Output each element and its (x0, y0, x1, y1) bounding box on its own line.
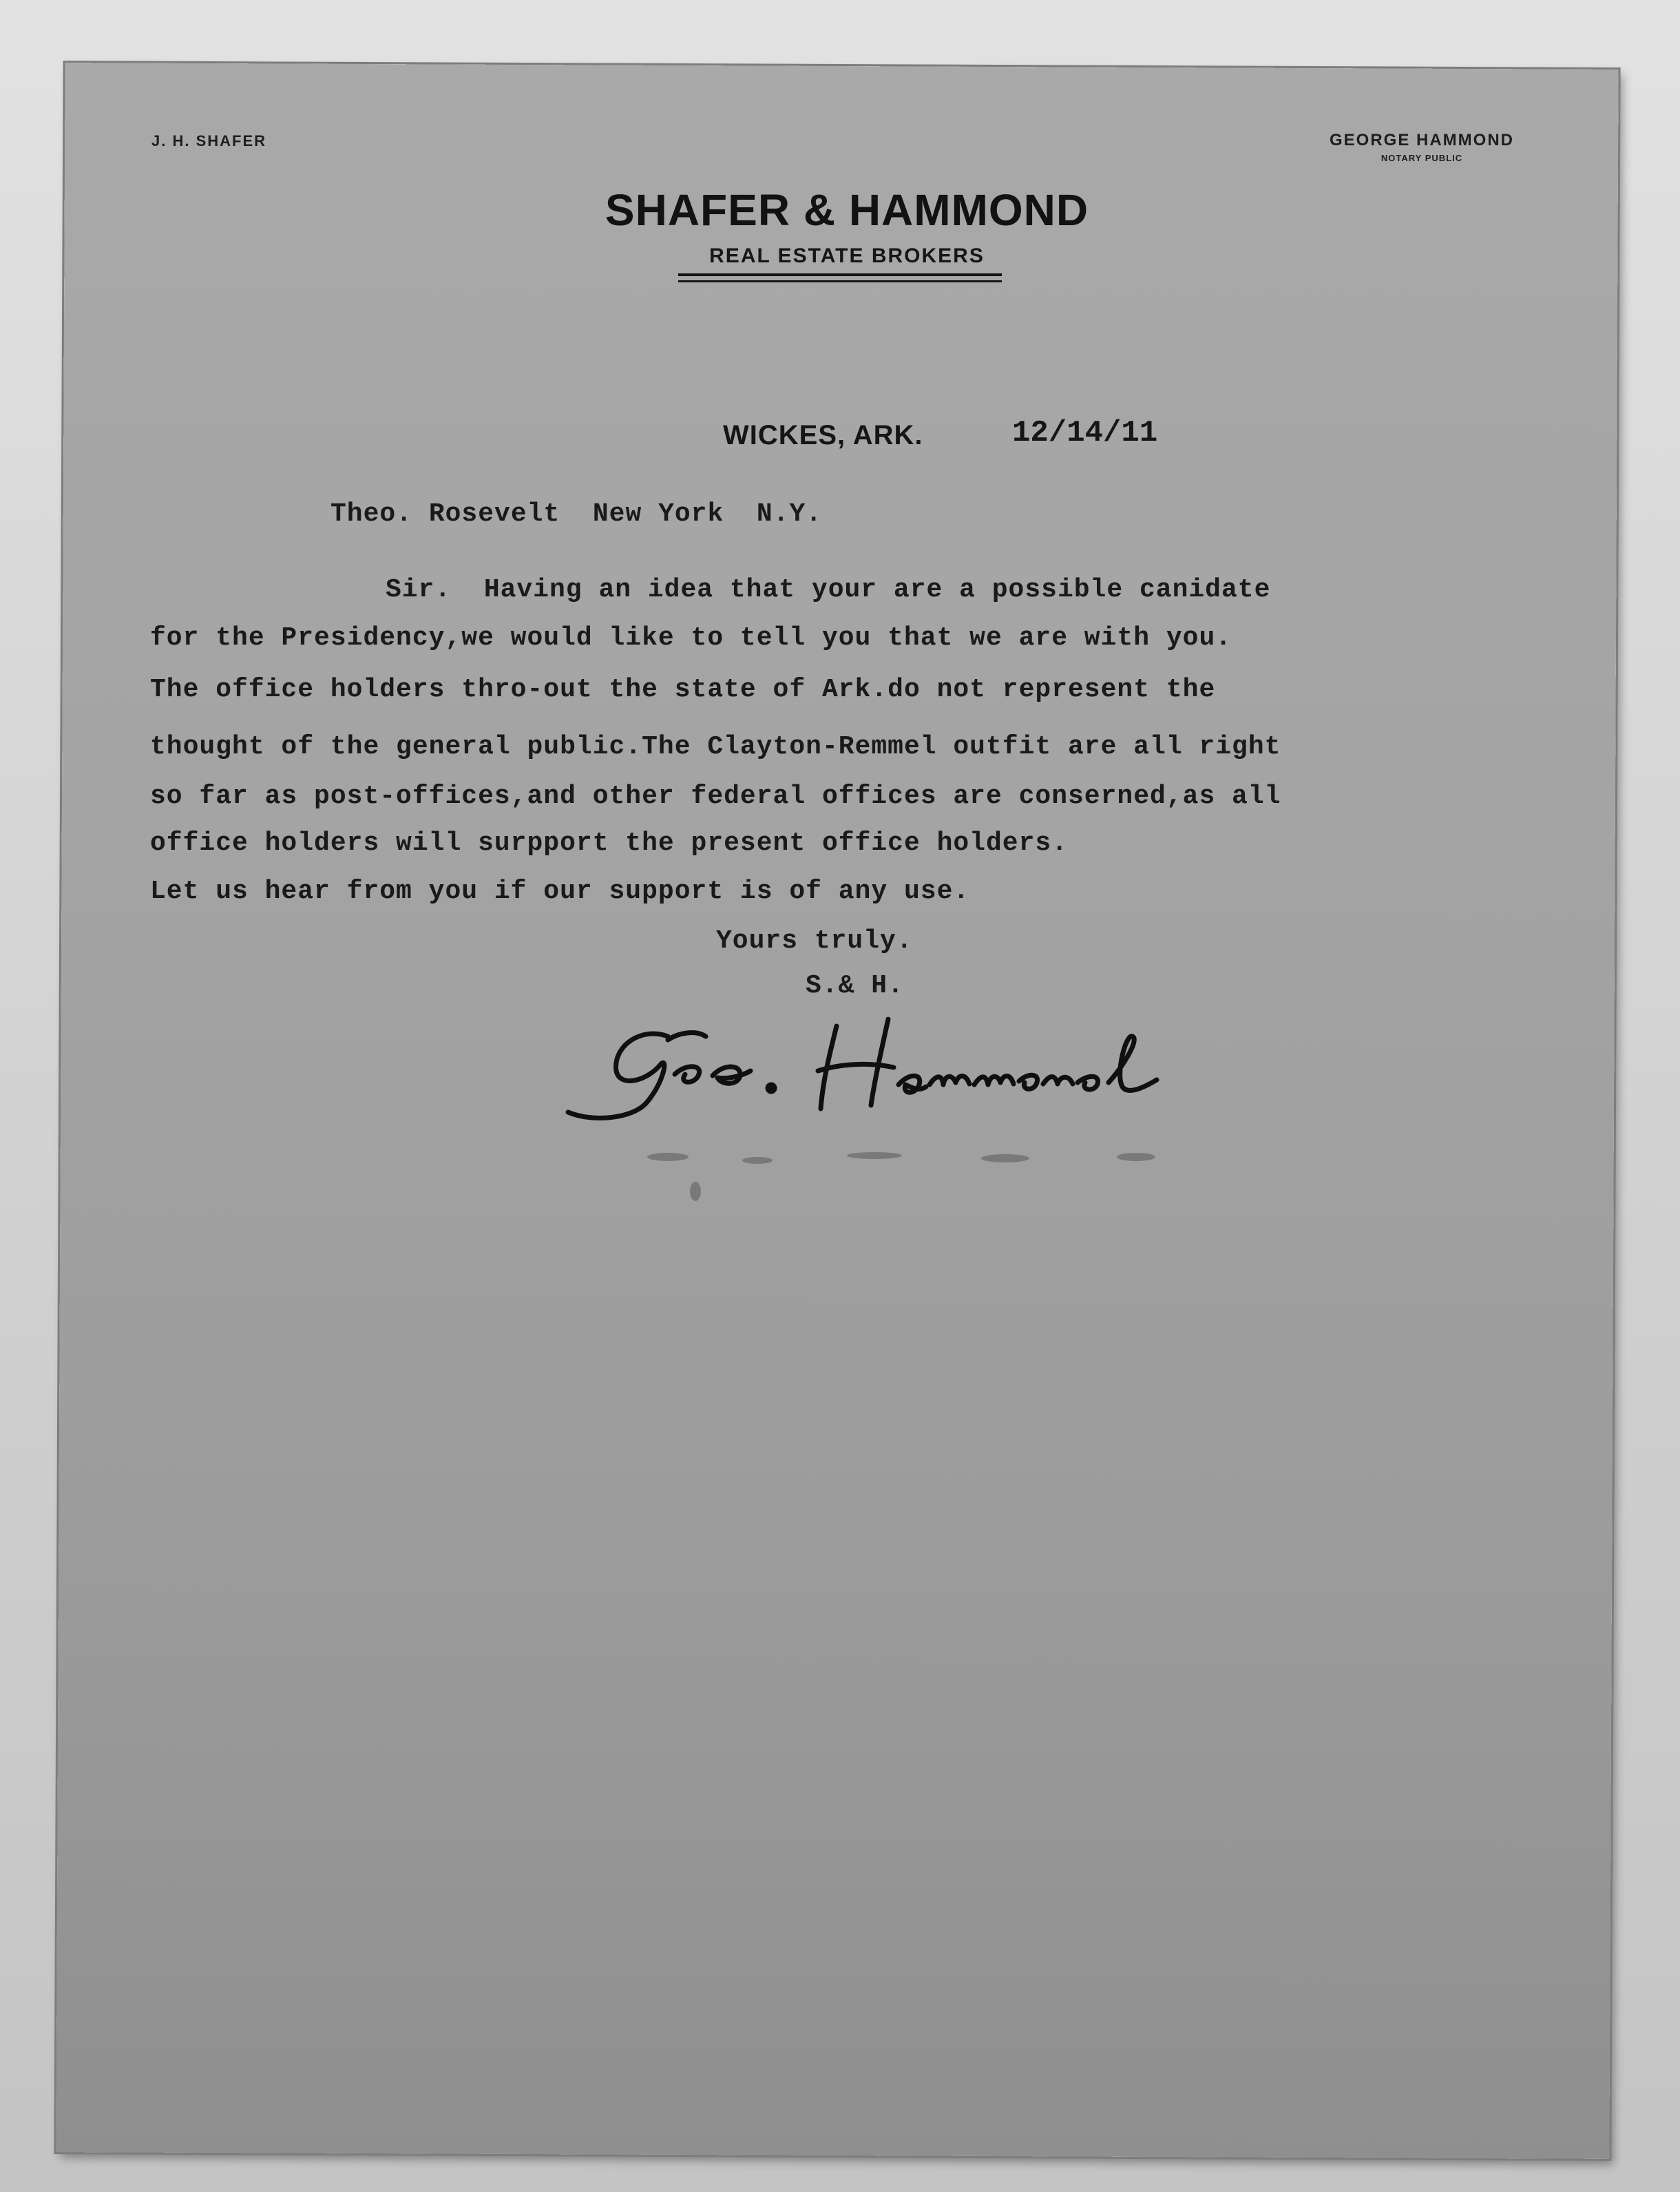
letterhead-rule (678, 273, 1002, 276)
letter-initials: S.& H. (806, 971, 904, 1001)
firm-name: SHAFER & HAMMOND (605, 185, 1089, 235)
body-line: Sir. Having an idea that your are a possible canidate (386, 575, 1271, 605)
letter-date: 12/14/11 (1012, 416, 1158, 450)
body-line: The office holders thro-out the state of Ark.do not represent the (150, 675, 1216, 704)
letter-place: WICKES, ARK. (723, 420, 923, 450)
body-line: Let us hear from you if our support is of any use. (150, 877, 970, 906)
body-line: for the Presidency,we would like to tell you that we are with you. (150, 623, 1232, 653)
body-line: so far as post-offices,and other federal offices are conserned,as all (150, 782, 1281, 811)
body-line: thought of the general public.The Clayton-Remmel outfit are all right (150, 732, 1281, 762)
letterhead-right-name: GEORGE HAMMOND (1330, 131, 1514, 149)
handwritten-signature (565, 999, 1308, 1136)
letterhead-right-title: NOTARY PUBLIC (1380, 153, 1463, 163)
letter-closing: Yours truly. (716, 926, 913, 956)
firm-subtitle: REAL ESTATE BROKERS (709, 244, 985, 267)
body-line: office holders will surpport the present office holders. (150, 828, 1069, 858)
letter-address: Theo. Rosevelt New York N.Y. (330, 499, 823, 529)
letterhead-rule (678, 280, 1002, 282)
ink-smudge (585, 1136, 1274, 1219)
letterhead-left-name: J. H. SHAFER (151, 132, 267, 149)
